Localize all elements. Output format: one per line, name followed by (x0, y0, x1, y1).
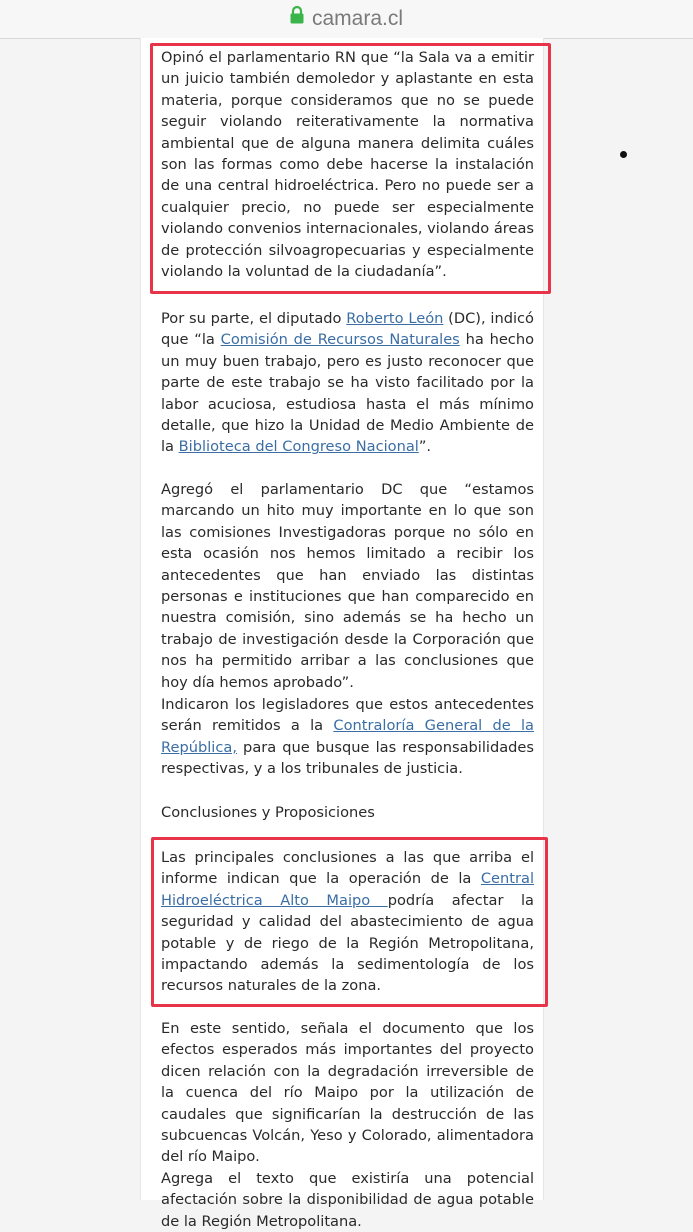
link-comision-recursos-naturales[interactable]: Comisión de Recursos Naturales (220, 331, 460, 349)
paragraph-efectos: En este sentido, señala el documento que los efectos esperados más importantes del proyecto dicen relación con la degradación irreversible de la cuenca del río Maipo por la utilización de caudales que significarían la destrucción de las subcuencas Volcán, Yeso y Colorado, alimentadora del río Maipo. (161, 1020, 534, 1166)
paragraph-agrega: Agrega el texto que existiría una potencial afectación sobre la disponibilidad de agua potable de la Región Metropolitana. (161, 1170, 534, 1230)
link-roberto-leon[interactable]: Roberto León (346, 310, 444, 327)
lock-icon (290, 6, 304, 30)
link-alto-maipo[interactable]: Central Hidroeléctrica Alto Maipo (161, 870, 534, 909)
paragraph-roberto-leon: Por su parte, el diputado Roberto León (DC), indicó que “la Comisión de Recursos Naturales ha hecho un muy buen trabajo, pero es justo reconocer que parte de este trabajo se ha visto facilitado por la labor acuciosa, estudiosa hasta el más mínimo detalle, que hizo la Unidad de Medio Ambiente de la Biblioteca del Congreso Nacional”. (161, 310, 534, 456)
stray-dot (620, 151, 627, 158)
paragraph-dc-quote: Agregó el parlamentario DC que “estamos marcando un hito muy importante en lo que son las comisiones Investigadoras porque no sólo en esta ocasión nos hemos limitado a recibir los antecedentes que han enviado las distintas personas e instituciones que han comparecido en nuestra comisión, sino además se ha hecho un trabajo de investigación desde la Corporación que nos ha permitido arribar a las conclusiones que hoy día hemos aprobado”. (161, 481, 534, 691)
link-biblioteca-congreso[interactable]: Biblioteca del Congreso Nacional (178, 438, 419, 456)
highlight-box-top (150, 43, 551, 294)
paragraph-contraloria: Indicaron los legisladores que estos antecedentes serán remitidos a la Contraloría General de la República, para que busque las responsabilidades respectivas, y a los tribunales de justicia. (161, 696, 535, 778)
url-text: camara.cl (311, 7, 404, 30)
link-contraloria[interactable]: Contraloría General de la República, (161, 717, 535, 756)
highlight-box-conclusions (151, 837, 548, 1007)
paragraph-conclusions: Las principales conclusiones a las que arriba el informe indican que la operación de la Central Hidroeléctrica Alto Maipo podría afectar la seguridad y calidad del abastecimiento de agua potable y de riego de la Región Metropolitana, impactando además la sedimentología de los recursos naturales de la zona. (161, 849, 534, 995)
paragraph-rn-quote: Opinó el parlamentario RN que “la Sala va a emitir un juicio también demoledor y aplastante en esta materia, porque consideramos que no se puede seguir violando reiterativamente la normativa ambiental que de alguna manera delimita cuáles son las formas como debe hacerse la instalación de una central hidroeléctrica. Pero no puede ser a cualquier precio, no puede ser especialmente violando convenios internacionales, violando áreas de protección silvoagropecuarias y especialmente violando la voluntad de la ciudadanía”. (161, 49, 534, 281)
section-heading: Conclusiones y Proposiciones (161, 804, 375, 821)
address-bar[interactable] (0, 0, 693, 39)
